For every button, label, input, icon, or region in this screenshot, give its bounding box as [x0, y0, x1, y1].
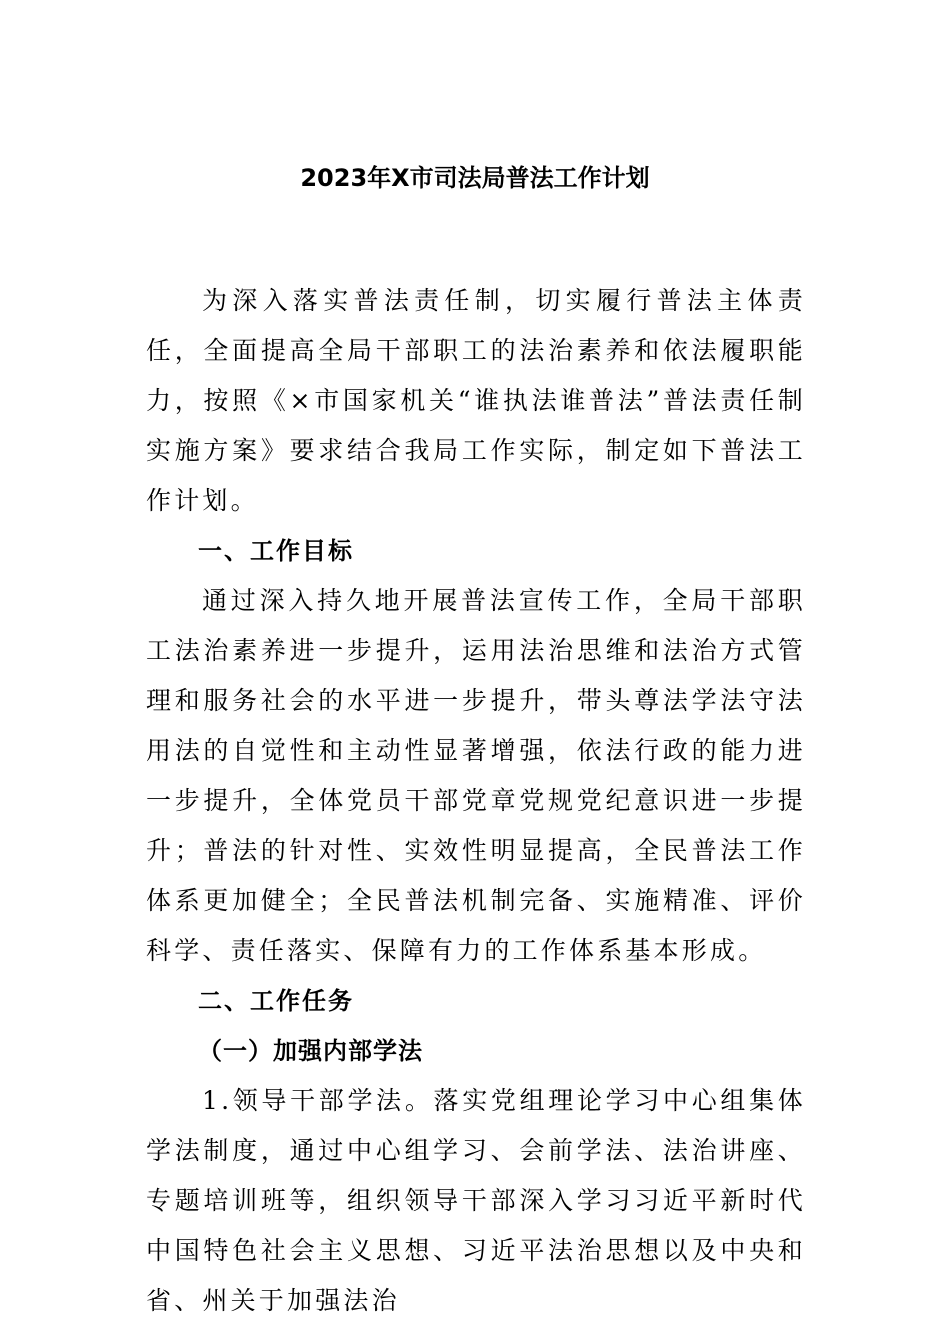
goals-paragraph: 通过深入持久地开展普法宣传工作，全局干部职工法治素养进一步提升，运用法治思维和法治方式管理和服务社会的水平进一步提升，带头尊法学法守法用法的自觉性和主动性显著增强，依法行政的能力进一步提升，全体党员干部党章党规党纪意识进一步提升；普法的针对性、实效性明显提高，全民普法工作体系更加健全；全民普法机制完备、实施精准、评价科学、责任落实、保障有力的工作体系基本形成。: [146, 586, 806, 965]
item-leadership-study-paragraph: 1.领导干部学法。落实党组理论学习中心组集体学法制度，通过中心组学习、会前学法、法治讲座、专题培训班等，组织领导干部深入学习习近平新时代中国特色社会主义思想、习近平法治思想以及中央和省、州关于加强法治: [146, 1086, 806, 1315]
section-heading-tasks: 二、工作任务: [198, 987, 354, 1015]
document-title: 2023年X市司法局普法工作计划: [300, 164, 650, 192]
subsection-heading-internal-study: （一）加强内部学法: [198, 1037, 423, 1065]
section-heading-goals: 一、工作目标: [198, 537, 354, 565]
document-body: [146, 276, 806, 1326]
intro-paragraph: 为深入落实普法责任制，切实履行普法主体责任，全面提高全局干部职工的法治素养和依法履职能力，按照《×市国家机关“谁执法谁普法”普法责任制实施方案》要求结合我局工作实际，制定如下普法工作计划。: [146, 286, 806, 515]
